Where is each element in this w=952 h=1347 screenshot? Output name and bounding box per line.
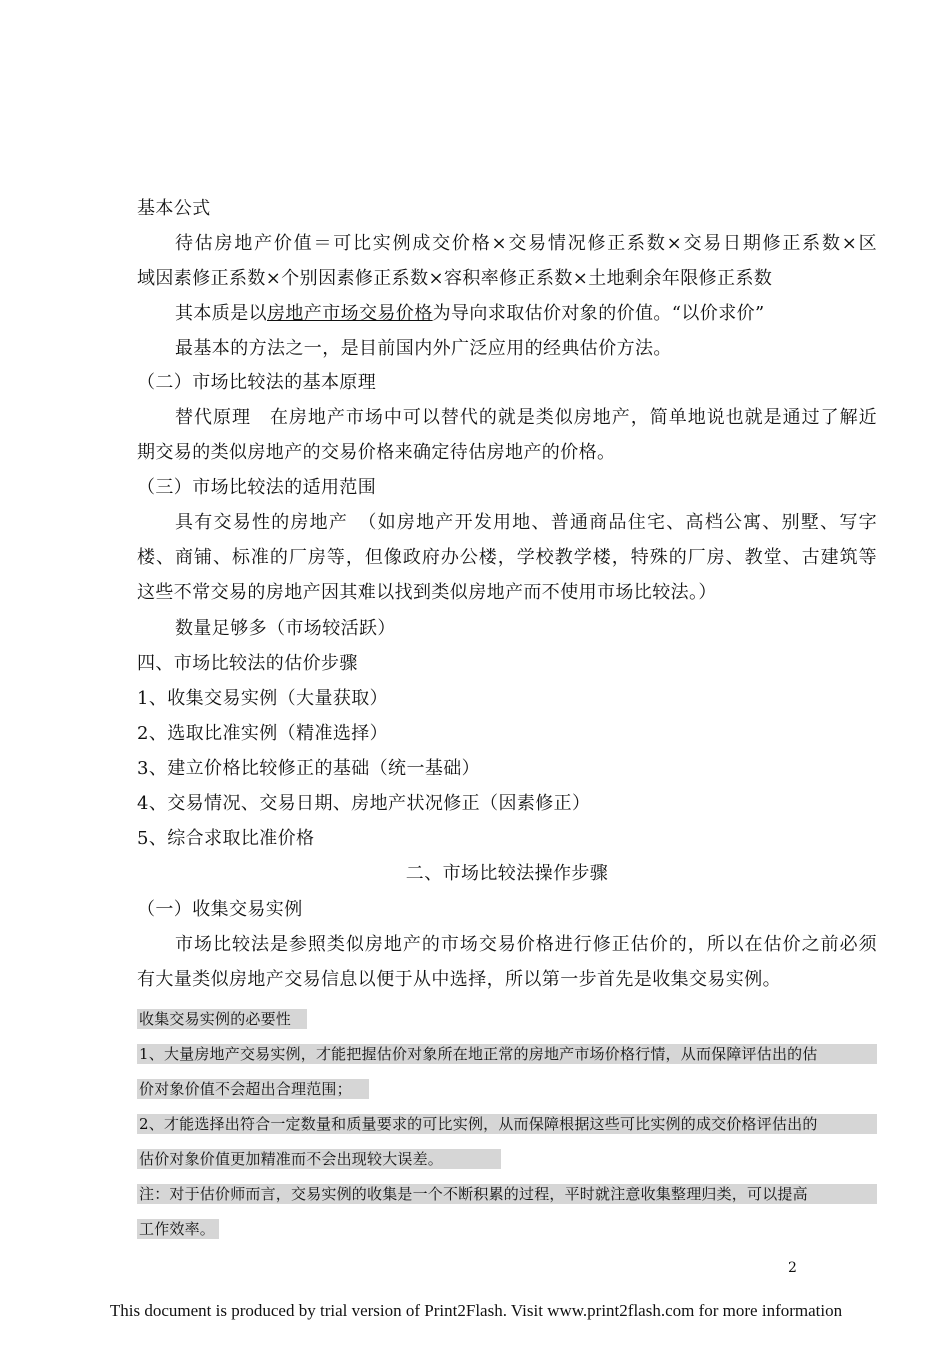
section-heading-collect: （一）收集交易实例: [137, 899, 303, 920]
formula-line-1: 待估房地产价值＝可比实例成交价格×交易情况修正系数×交易日期修正系数×区: [175, 233, 877, 254]
collect-line-2: 有大量类似房地产交易信息以便于从中选择，所以第一步首先是收集交易实例。: [137, 969, 781, 990]
scope-line-3: 这些不常交易的房地产因其难以找到类似房地产而不使用市场比较法。）: [137, 582, 717, 603]
section-heading-scope: （三）市场比较法的适用范围: [137, 477, 377, 498]
basic-method-text: 最基本的方法之一，是目前国内外广泛应用的经典估价方法。: [175, 338, 672, 359]
page-number: 2: [788, 1260, 797, 1276]
highlight-line: 2、才能选择出符合一定数量和质量要求的可比实例，从而保障根据这些可比实例的成交价格评估出的: [137, 1114, 877, 1134]
scope-line-2: 楼、商铺、标准的厂房等，但像政府办公楼，学校教学楼，特殊的厂房、教堂、古建筑等: [137, 547, 877, 568]
highlight-line: 1、大量房地产交易实例，才能把握估价对象所在地正常的房地产市场价格行情，从而保障评估出的估: [137, 1044, 877, 1064]
step-item: 1、收集交易实例（大量获取）: [137, 688, 389, 709]
heading-basic-formula: 基本公式: [137, 198, 211, 219]
step-item: 2、选取比准实例（精准选择）: [137, 723, 389, 744]
essence-underlined-term: 房地产市场交易价格: [267, 303, 433, 324]
highlight-line: 估价对象价值更加精准而不会出现较大误差。: [137, 1149, 501, 1169]
principle-line-2: 期交易的类似房地产的交易价格来确定待估房地产的价格。: [137, 442, 616, 463]
essence-suffix: 为导向求取估价对象的价值。“以价求价”: [432, 303, 765, 324]
step-item: 5、综合求取比准价格: [137, 828, 315, 849]
formula-line-2: 域因素修正系数×个别因素修正系数×容积率修正系数×土地剩余年限修正系数: [137, 268, 773, 289]
highlight-line: 工作效率。: [137, 1219, 219, 1239]
scope-line-1: 具有交易性的房地产 （如房地产开发用地、普通商品住宅、高档公寓、别墅、写字: [175, 512, 877, 533]
highlight-line: 注：对于估价师而言，交易实例的收集是一个不断积累的过程，平时就注意收集整理归类，可以提高: [137, 1184, 877, 1204]
highlight-title: 收集交易实例的必要性: [137, 1009, 307, 1029]
principle-line-1: 替代原理 在房地产市场中可以替代的就是类似房地产，简单地说也就是通过了解近: [175, 407, 877, 428]
section-heading-steps: 四、市场比较法的估价步骤: [137, 653, 358, 674]
section-heading-principle: （二）市场比较法的基本原理: [137, 372, 377, 393]
essence-prefix: 其本质是以: [175, 303, 267, 324]
step-item: 3、建立价格比较修正的基础（统一基础）: [137, 758, 481, 779]
chapter-title: 二、市场比较法操作步骤: [405, 863, 609, 884]
scope-quantity: 数量足够多（市场较活跃）: [175, 618, 396, 639]
collect-line-1: 市场比较法是参照类似房地产的市场交易价格进行修正估价的，所以在估价之前必须: [175, 934, 877, 955]
essence-paragraph: [175, 303, 877, 325]
step-item: 4、交易情况、交易日期、房地产状况修正（因素修正）: [137, 793, 591, 814]
trial-footer: This document is produced by trial version of Print2Flash. Visit www.print2flash.com for more information: [109, 1301, 843, 1320]
highlight-line: 价对象价值不会超出合理范围；: [137, 1079, 369, 1099]
